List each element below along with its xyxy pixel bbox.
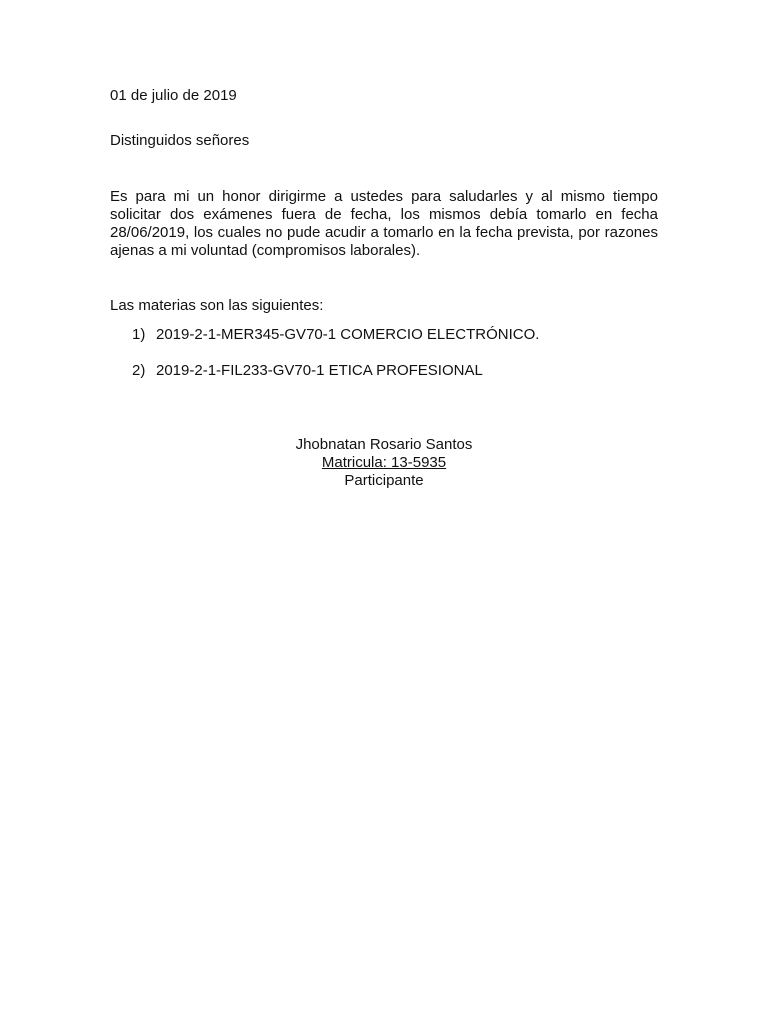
signature-name: Jhobnatan Rosario Santos: [295, 436, 473, 453]
subjects-intro: Las materias son las siguientes:: [110, 297, 324, 314]
letter-date: 01 de julio de 2019: [110, 87, 237, 104]
list-item: [132, 362, 539, 380]
list-item: [132, 326, 539, 344]
letter-body: Es para mi un honor dirigirme a ustedes para saludarles y al mismo tiempo solicitar dos exámenes fuera de fecha, los mismos debía tomarlo en fecha 28/06/2019, los cuales no pude acudir a tomarlo en la fecha prevista, por razones ajenas a mi voluntad (compromisos laborales).: [110, 188, 658, 259]
list-item-text: 2019-2-1-MER345-GV70-1 COMERCIO ELECTRÓNICO.: [156, 326, 540, 343]
letter-greeting: Distinguidos señores: [110, 132, 250, 149]
signature-matricula: Matricula: 13-5935: [321, 454, 447, 471]
list-item-number: 2): [132, 362, 146, 379]
list-item-number: 1): [132, 326, 146, 343]
list-item-text: 2019-2-1-FIL233-GV70-1 ETICA PROFESIONAL: [156, 362, 483, 379]
signature-block: [184, 436, 584, 490]
subject-list: [132, 326, 539, 380]
signature-role: Participante: [344, 472, 424, 489]
